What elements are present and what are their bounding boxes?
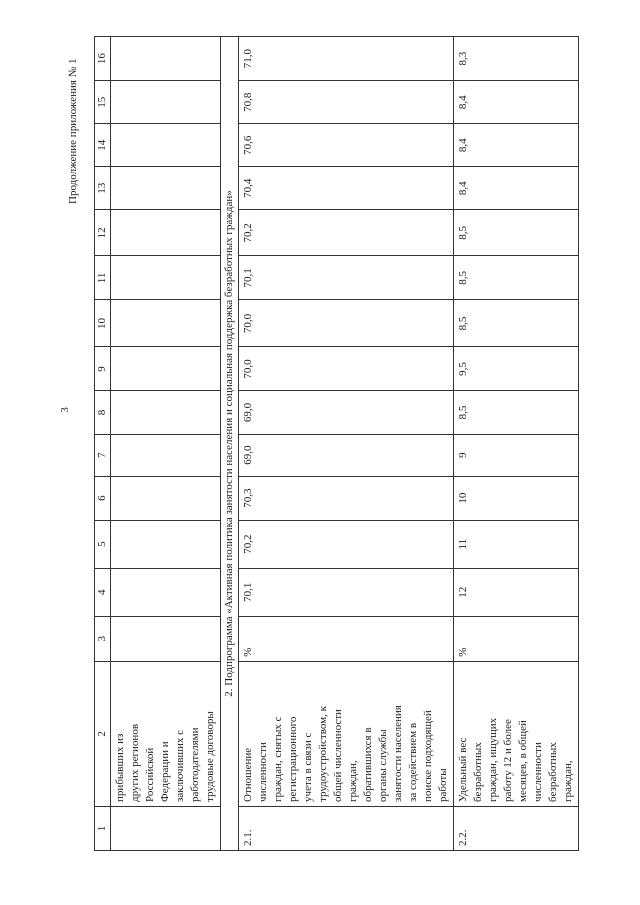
value-cell: 12 — [454, 568, 579, 616]
page-number: 3 — [58, 407, 71, 413]
column-number-12: 12 — [95, 210, 111, 256]
column-number-2: 2 — [95, 661, 111, 806]
indicator-name-line: Российской — [144, 747, 156, 802]
indicator-name-line: Удельный вес — [457, 737, 469, 802]
value-cell: 70,1 — [239, 568, 454, 616]
value-cell: 70,0 — [239, 347, 454, 391]
indicator-name-line: месяцев, в общей — [517, 720, 529, 802]
indicator-name-line: безработных — [547, 742, 559, 802]
column-number-9: 9 — [95, 347, 111, 391]
value-cell: 69,0 — [239, 391, 454, 434]
table-row — [454, 37, 579, 851]
indicator-name-line: трудоустройством, к — [317, 706, 329, 802]
section-title: 2. Подпрограмма «Активная политика занятости населения и социальная поддержка безработных граждан» — [221, 37, 239, 851]
table-row — [239, 37, 454, 851]
value-cell: 70,6 — [239, 124, 454, 167]
indicator-name-cell — [111, 661, 221, 806]
indicator-name-line: численности — [257, 742, 269, 802]
value-cell: 70,1 — [239, 256, 454, 300]
section-row — [221, 37, 239, 851]
indicator-name-line: Федерации и — [159, 741, 171, 802]
value-cell: 8,5 — [454, 300, 579, 347]
unit-cell: % — [239, 616, 454, 661]
value-cell: 70,3 — [239, 476, 454, 520]
value-cell: 10 — [454, 476, 579, 520]
value-cell: 8,4 — [454, 124, 579, 167]
indicator-name-line: работы — [437, 768, 449, 802]
table-row — [111, 37, 221, 851]
column-number-15: 15 — [95, 81, 111, 124]
value-cell: 69,0 — [239, 434, 454, 476]
indicator-name-line: работу 12 и более — [502, 719, 514, 802]
indicator-name-line: общей численности — [332, 709, 344, 802]
value-cell: 8,4 — [454, 167, 579, 210]
indicator-name-line: граждан, ищущих — [487, 717, 499, 802]
value-cell: 8,5 — [454, 256, 579, 300]
indicator-name-line: за содействием в — [407, 722, 419, 802]
value-cell: 8,3 — [454, 37, 579, 81]
indicator-name-cell — [239, 661, 454, 806]
indicator-name-line: обратившихся в — [362, 727, 374, 802]
column-number-8: 8 — [95, 391, 111, 434]
indicator-name-line: Отношение — [242, 747, 254, 802]
indicator-name-line: других регионов — [129, 723, 141, 802]
column-number-row — [95, 37, 111, 851]
column-number-7: 7 — [95, 434, 111, 476]
value-cell: 9 — [454, 434, 579, 476]
value-cell: 70,2 — [239, 210, 454, 256]
row-number — [111, 806, 221, 850]
unit-cell: % — [454, 616, 579, 661]
column-number-1: 1 — [95, 806, 111, 850]
indicator-name-line: занятости населения — [392, 705, 404, 802]
column-number-11: 11 — [95, 256, 111, 300]
indicator-name-line: работодателями — [189, 727, 201, 802]
indicator-name-line: поиске подходящей — [422, 710, 434, 802]
indicator-name-line: граждан, снятых с — [272, 716, 284, 802]
rotated-table-container — [94, 36, 574, 851]
appendix-note: Продолжение приложения № 1 — [67, 58, 79, 204]
indicators-table — [94, 36, 579, 851]
value-cell: 70,0 — [239, 300, 454, 347]
column-number-13: 13 — [95, 167, 111, 210]
indicator-name-line: численности — [532, 742, 544, 802]
indicator-name-line: заключивших с — [174, 729, 186, 802]
value-cell: 9,5 — [454, 347, 579, 391]
column-number-10: 10 — [95, 300, 111, 347]
column-number-5: 5 — [95, 520, 111, 568]
column-number-14: 14 — [95, 124, 111, 167]
indicator-name-line: граждан, — [562, 760, 574, 802]
value-cell: 71,0 — [239, 37, 454, 81]
indicator-name-line: учета в связи с — [302, 732, 314, 802]
indicator-name-line: органы службы — [377, 729, 389, 802]
value-cell: 70,8 — [239, 81, 454, 124]
indicator-name-line: трудовые договоры — [204, 711, 216, 802]
column-number-4: 4 — [95, 568, 111, 616]
column-number-6: 6 — [95, 476, 111, 520]
indicator-name-line: безработных — [472, 742, 484, 802]
row-number: 2.1. — [239, 806, 454, 850]
value-cell: 8,5 — [454, 391, 579, 434]
indicator-name-cell — [454, 661, 579, 806]
row-number: 2.2. — [454, 806, 579, 850]
value-cell: 11 — [454, 520, 579, 568]
column-number-16: 16 — [95, 37, 111, 81]
indicator-name-line: регистрационного — [287, 716, 299, 802]
indicator-name-line: прибывших из — [114, 733, 126, 802]
value-cell: 8,4 — [454, 81, 579, 124]
column-number-3: 3 — [95, 616, 111, 661]
indicator-name-line: граждан, — [347, 760, 359, 802]
value-cell: 70,4 — [239, 167, 454, 210]
value-cell: 8,5 — [454, 210, 579, 256]
value-cell: 70,2 — [239, 520, 454, 568]
